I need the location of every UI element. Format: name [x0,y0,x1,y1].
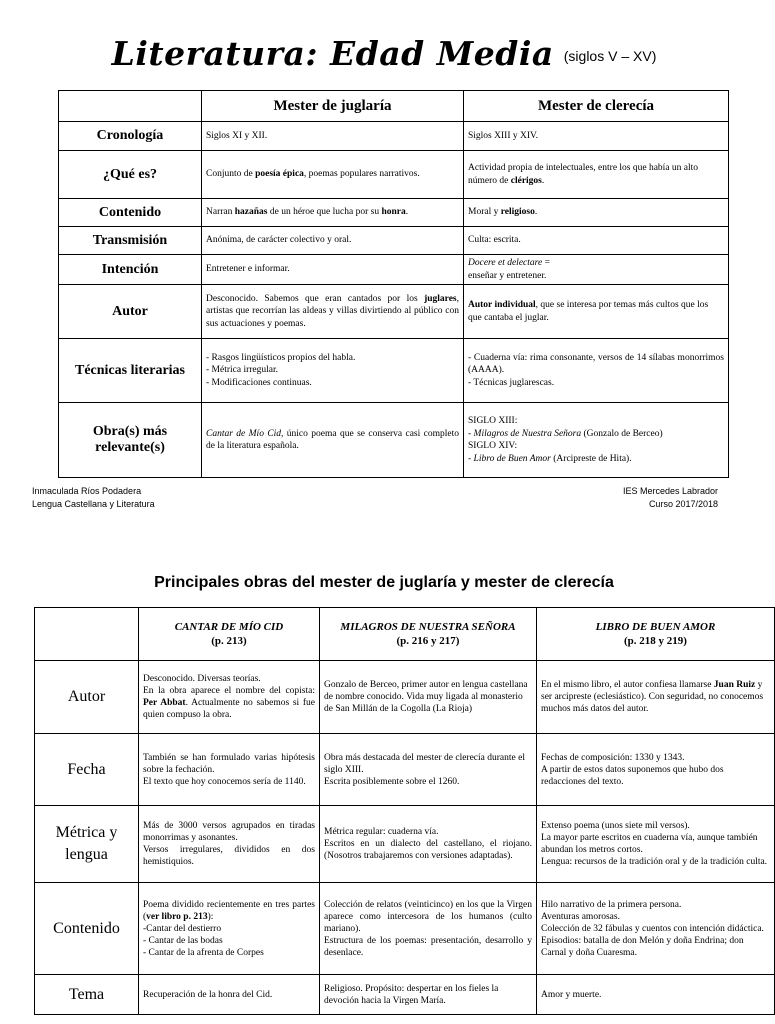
cell-clerecia: Culta: escrita. [464,227,729,255]
row-label: Técnicas literarias [59,339,202,403]
table-header-row [35,608,775,661]
page-title: Literatura: Edad Media [111,34,554,73]
works-table-viewport [34,607,768,1024]
row-label: Autor [35,661,139,734]
cell-cid: Desconocido. Diversas teorías. En la obra aparece el nombre del copista: Per Abbat. Actualmente no sabemos si fue quien compuso la obra. [139,661,320,734]
cell-juglaria: Anónima, de carácter colectivo y oral. [202,227,464,255]
cell-milagros: Gonzalo de Berceo, primer autor en lengua castellana de nombre conocido. Vida muy ligada al monasterio de San Millán de la Cogolla (La Rioja) [320,661,537,734]
row-label: Cronología [59,122,202,151]
cell-cid: Más de 3000 versos agrupados en tiradas monorrimas y asonantes. Versos irregulares, divididos en dos hemistiquios. [139,806,320,883]
cell-juglaria: Narran hazañas de un héroe que lucha por su honra. [202,199,464,227]
comparison-table [58,90,729,478]
cell-clerecia: Actividad propia de intelectuales, entre los que había un alto número de clérigos. [464,151,729,199]
table-header-row [59,91,729,122]
table-row [59,403,729,478]
table-row [59,227,729,255]
cell-buen-amor: Fechas de composición: 1330 y 1343. A partir de estos datos suponemos que hubo dos redacciones del texto. [537,734,775,806]
works-table [34,607,775,1015]
cell-clerecia: Docere et delectare = enseñar y entretener. [464,255,729,285]
header-juglaria: Mester de juglaría [202,91,464,122]
cell-juglaria: Entretener e informar. [202,255,464,285]
page-subtitle: (siglos V – XV) [563,48,657,64]
row-label: Contenido [59,199,202,227]
cell-juglaria: Siglos XI y XII. [202,122,464,151]
table-row [35,975,775,1015]
cell-juglaria: Desconocido. Sabemos que eran cantados por los juglares, artistas que recorrían las aldeas y villas divirtiendo al público con sus actuaciones y poemas. [202,285,464,339]
cell-milagros: Métrica regular: cuaderna vía. Escritos en un dialecto del castellano, el riojano. (Nosotros trabajaremos con versiones adaptadas). [320,806,537,883]
cell-cid: Recuperación de la honra del Cid. [139,975,320,1015]
cell-clerecia: - Cuaderna vía: rima consonante, versos de 14 sílabas monorrimos (AAAA). - Técnicas juglarescas. [464,339,729,403]
footer-left [32,485,155,511]
cell-buen-amor: En el mismo libro, el autor confiesa llamarse Juan Ruiz y ser arcipreste (eclesiástico). Con seguridad, no conocemos muchos más datos del autor. [537,661,775,734]
row-label: Contenido [35,883,139,975]
cell-cid: También se han formulado varias hipótesis sobre la fechación. El texto que hoy conocemos sería de 1140. [139,734,320,806]
cell-buen-amor: Hilo narrativo de la primera persona. Aventuras amorosas. Colección de 32 fábulas y cuentos con intención didáctica. Episodios: batalla de don Melón y doña Endrina; don Carnal y doña Cuaresma. [537,883,775,975]
table-row [59,151,729,199]
row-label: Fecha [35,734,139,806]
title-row [0,34,768,73]
row-label: Obra(s) más relevante(s) [59,403,202,478]
table-row [59,255,729,285]
header-empty-cell [35,608,139,661]
table-row [35,734,775,806]
footer-school: IES Mercedes Labrador [622,486,718,496]
section-title: Principales obras del mester de juglaría y mester de clerecía [154,574,614,591]
table-row [59,285,729,339]
row-label: Métrica y lengua [35,806,139,883]
cell-juglaria: - Rasgos lingüísticos propios del habla. - Métrica irregular. - Modificaciones continuas. [202,339,464,403]
cell-clerecia: Moral y religioso. [464,199,729,227]
table-row [35,661,775,734]
footer-right [623,485,718,511]
cell-milagros: Religioso. Propósito: despertar en los fieles la devoción hacia la Virgen María. [320,975,537,1015]
header-clerecia: Mester de clerecía [464,91,729,122]
cell-clerecia: Autor individual, que se interesa por temas más cultos que los que cantaba el juglar. [464,285,729,339]
header-cid: CANTAR DE MÍO CID (p. 213) [139,608,320,661]
cell-juglaria: Cantar de Mío Cid, único poema que se conserva casi completo de la literatura española. [202,403,464,478]
header-empty-cell [59,91,202,122]
cell-milagros: Obra más destacada del mester de clerecía durante el siglo XIII. Escrita posiblemente sobre el 1260. [320,734,537,806]
cell-clerecia: Siglos XIII y XIV. [464,122,729,151]
footer-author: Inmaculada Ríos Podadera [32,486,142,496]
row-label: Intención [59,255,202,285]
cell-milagros: Colección de relatos (veinticinco) en los que la Virgen aparece como intercesora de los humanos (culto mariano). Estructura de los poemas: presentación, desarrollo y desenlace. [320,883,537,975]
row-label: Tema [35,975,139,1015]
cell-cid: Poema dividido recientemente en tres partes (ver libro p. 213): -Cantar del destierro - Cantar de las bodas - Cantar de la afrenta de Corpes [139,883,320,975]
cell-buen-amor: Extenso poema (unos siete mil versos). La mayor parte escritos en cuaderna vía, aunque también abundan los metros cortos. Lengua: recursos de la tradición oral y de la tradición culta. [537,806,775,883]
header-buen-amor: LIBRO DE BUEN AMOR (p. 218 y 219) [537,608,775,661]
table-row [35,806,775,883]
cell-buen-amor: Amor y muerte. [537,975,775,1015]
table-row [59,122,729,151]
table-row [35,883,775,975]
footer-subject: Lengua Castellana y Literatura [32,499,155,509]
table-row [59,199,729,227]
row-label: Transmisión [59,227,202,255]
table-row [59,339,729,403]
row-label: Autor [59,285,202,339]
row-label: ¿Qué es? [59,151,202,199]
cell-clerecia: SIGLO XIII: - Milagros de Nuestra Señora (Gonzalo de Berceo) SIGLO XIV: - Libro de Buen Amor (Arcipreste de Hita). [464,403,729,478]
footer-course: Curso 2017/2018 [648,499,718,509]
cell-juglaria: Conjunto de poesía épica, poemas populares narrativos. [202,151,464,199]
header-milagros: MILAGROS DE NUESTRA SEÑORA (p. 216 y 217) [320,608,537,661]
